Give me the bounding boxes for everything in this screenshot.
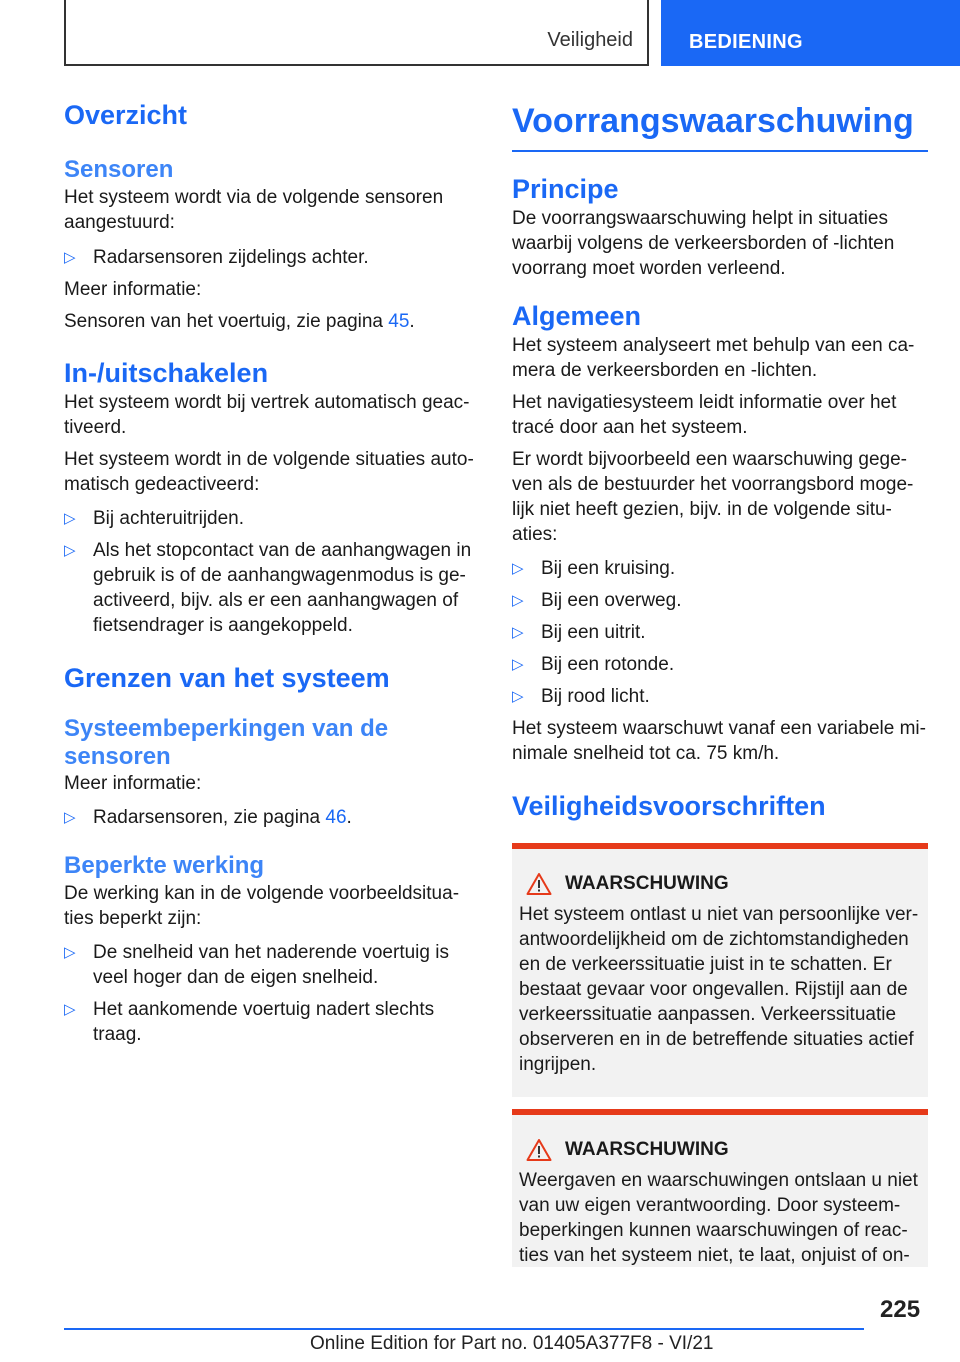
warning-title-text: WAARSCHUWING xyxy=(565,873,729,894)
triangle-bullet-icon: ▷ xyxy=(64,944,76,961)
list-item-text: Bij rood licht. xyxy=(541,686,650,707)
heading-veiligheidsvoorschriften: Veiligheidsvoorschriften xyxy=(512,791,826,821)
warning-triangle-icon xyxy=(526,872,552,896)
warning-text: Weergaven en waarschuwingen ontslaan u niet van uw eigen verantwoording. Door systeem-beperkingen kunnen waarschuwingen of reac-ties van het systeem niet, te laat, onjuist of on- xyxy=(519,1170,918,1266)
list-item-text: Bij een overweg. xyxy=(541,590,682,611)
heading-in-uitschakelen: In-/uitschakelen xyxy=(64,358,269,388)
warning-title xyxy=(519,1137,921,1162)
list-item-text: Radarsensoren zijdelings achter. xyxy=(93,247,369,268)
list-item xyxy=(64,506,476,531)
warning-box-1 xyxy=(512,843,928,1097)
text-algemeen-2: Het navigatiesysteem leidt informatie over het tracé door aan het systeem. xyxy=(512,392,897,438)
text-meer-informatie: Meer informatie: xyxy=(64,279,202,300)
page-number: 225 xyxy=(880,1296,921,1323)
triangle-bullet-icon: ▷ xyxy=(512,656,524,673)
text-beperkt: De werking kan in de volgende voorbeeldsitua-ties beperkt zijn: xyxy=(64,883,460,929)
header-chapter-tab[interactable] xyxy=(661,0,960,66)
triangle-bullet-icon: ▷ xyxy=(512,688,524,705)
triangle-bullet-icon: ▷ xyxy=(512,624,524,641)
list-item xyxy=(512,620,928,645)
list-item xyxy=(64,245,476,270)
heading-voorrangswaarschuwing: Voorrangswaarschuwing xyxy=(512,98,928,152)
heading-overzicht: Overzicht xyxy=(64,100,188,130)
triangle-bullet-icon: ▷ xyxy=(512,560,524,577)
left-column xyxy=(64,98,476,1047)
list-item xyxy=(512,588,928,613)
header-section-box xyxy=(64,0,649,66)
triangle-bullet-icon: ▷ xyxy=(64,809,76,826)
list-item-text: Radarsensoren, zie pagina xyxy=(93,807,326,828)
list-item xyxy=(64,538,476,638)
heading-sensoren: Sensoren xyxy=(64,156,174,183)
text-algemeen-1: Het systeem analyseert met behulp van een ca-mera de verkeersborden en -lichten. xyxy=(512,335,915,381)
text-inuit-2: Het systeem wordt in de volgende situaties auto-matisch gedeactiveerd: xyxy=(64,449,474,495)
triangle-bullet-icon: ▷ xyxy=(64,510,76,527)
list-item-text: Bij een uitrit. xyxy=(541,622,646,643)
warning-title-text: WAARSCHUWING xyxy=(565,1139,729,1160)
list-item-text: Het aankomende voertuig nadert slechts traag. xyxy=(93,999,435,1045)
header-section-title: Veiligheid xyxy=(547,29,633,51)
text-sensoren-reference: Sensoren van het voertuig, zie pagina 45. xyxy=(64,311,415,332)
warning-box-2 xyxy=(512,1109,928,1267)
warning-title xyxy=(519,871,921,896)
list-item-text: Bij achteruitrijden. xyxy=(93,508,245,529)
heading-grenzen: Grenzen van het systeem xyxy=(64,663,390,693)
triangle-bullet-icon: ▷ xyxy=(64,249,76,266)
list-item xyxy=(512,684,928,709)
text-principe: De voorrangswaarschuwing helpt in situaties waarbij volgens de verkeersborden of -lichten voorrang moet worden verleend. xyxy=(512,208,895,279)
page-link-46[interactable]: 46 xyxy=(325,807,347,828)
list-item-text: Bij een rotonde. xyxy=(541,654,675,675)
list-item: ▷ Radarsensoren, zie pagina 46. xyxy=(64,807,352,828)
list-item xyxy=(512,652,928,677)
text-inuit-1: Het systeem wordt bij vertrek automatisch geac-tiveerd. xyxy=(64,392,470,438)
list-item xyxy=(64,997,476,1047)
text-meer-informatie: Meer informatie: xyxy=(64,773,202,794)
reference-text: Sensoren van het voertuig, zie pagina xyxy=(64,311,389,332)
triangle-bullet-icon: ▷ xyxy=(64,1001,76,1018)
text-snelheid: Het systeem waarschuwt vanaf een variabele mi-nimale snelheid tot ca. 75 km/h. xyxy=(512,718,926,764)
text-sensoren: Het systeem wordt via de volgende sensoren aangestuurd: xyxy=(64,187,444,233)
list-item-text: Bij een kruising. xyxy=(541,558,676,579)
footer-divider xyxy=(64,1328,864,1330)
list-item xyxy=(64,940,476,990)
heading-systeembeperkingen: Systeembeperkingen van de sensoren xyxy=(64,715,389,770)
text-algemeen-3: Er wordt bijvoorbeeld een waarschuwing gege-ven als de bestuurder het voorrangsbord moge-lijk niet heeft gezien, bijv. in de volgende situ-aties: xyxy=(512,449,914,545)
triangle-bullet-icon: ▷ xyxy=(512,592,524,609)
warning-triangle-icon xyxy=(526,1138,552,1162)
footer-edition: Online Edition for Part no. 01405A377F8 - VI/21 xyxy=(310,1333,714,1354)
list-item xyxy=(512,556,928,581)
heading-beperkte-werking: Beperkte werking xyxy=(64,852,265,879)
page-link-45[interactable]: 45 xyxy=(388,311,410,332)
list-item-text: Als het stopcontact van de aanhangwagen in gebruik is of de aanhangwagenmodus is ge-activeerd, bijv. als er een aanhangwagen of fietsendrager is aangekoppeld. xyxy=(93,540,472,636)
heading-algemeen: Algemeen xyxy=(512,301,642,331)
list-item-text: De snelheid van het naderende voertuig is veel hoger dan de eigen snelheid. xyxy=(93,942,449,988)
warning-text: Het systeem ontlast u niet van persoonlijke ver-antwoordelijkheid om de zichtomstandigheden en de verkeerssituatie juist in te schatten. Er bestaat gevaar voor ongevallen. Rijstijl aan de verkeerssituatie aanpassen. Verkeerssituatie observeren en in de betreffende situaties actief ingrijpen. xyxy=(519,904,919,1075)
triangle-bullet-icon: ▷ xyxy=(64,542,76,559)
header-chapter-label: BEDIENING xyxy=(689,31,803,53)
right-column xyxy=(512,98,928,1267)
heading-principe: Principe xyxy=(512,174,619,204)
